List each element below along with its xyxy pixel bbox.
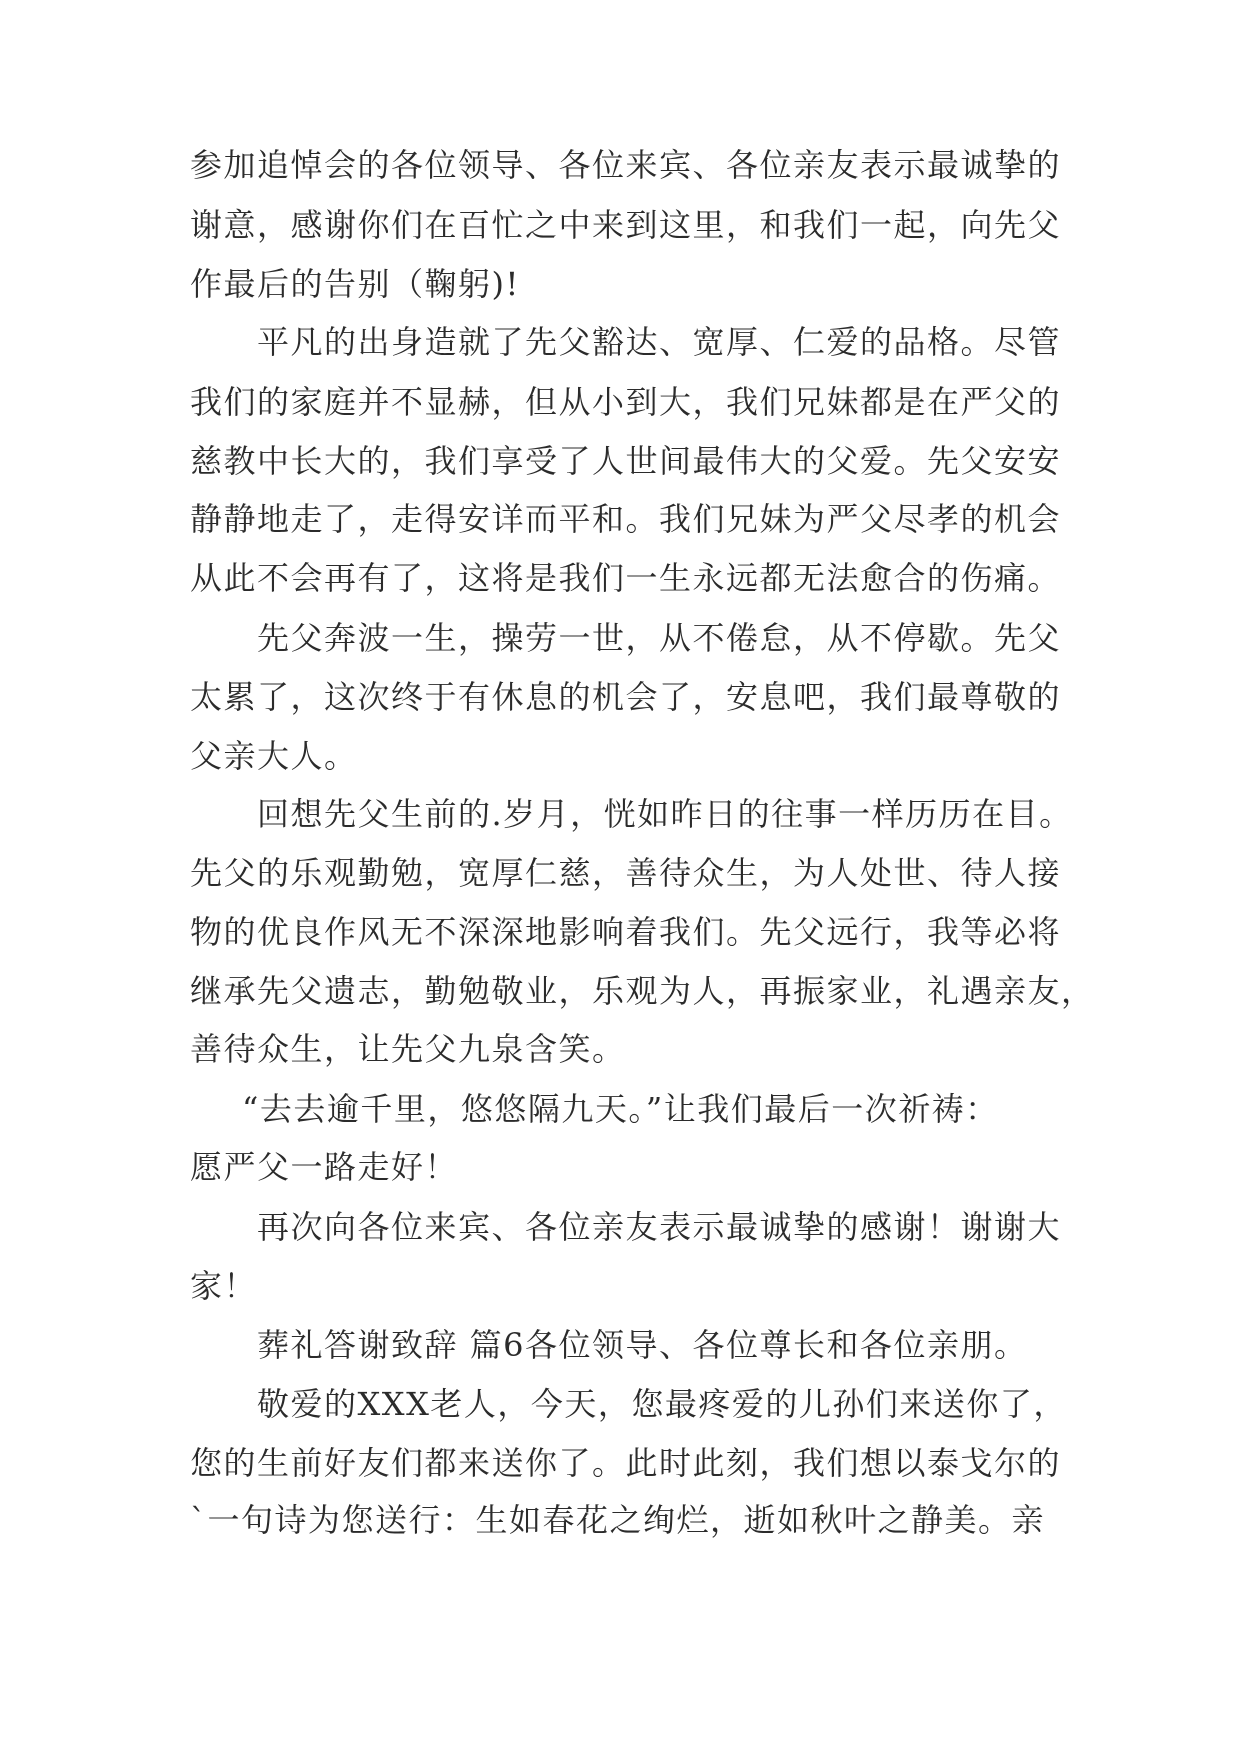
text-line: 愿严父一路走好！ [190,1148,459,1186]
text-line: 静静地走了，走得安详而平和。我们兄妹为严父尽孝的机会 [190,500,1062,538]
text-line: 慈教中长大的，我们享受了人世间最伟大的父爱。先父安安 [190,442,1062,480]
text-line: 从此不会再有了，这将是我们一生永远都无法愈合的伤痛。 [190,559,1062,597]
paragraph-start: 回想先父生前的.岁月，恍如昨日的往事一样历历在目。 [257,795,1073,833]
paragraph-start: 敬爱的XXX老人，今天，您最疼爱的儿孙们来送你了， [257,1385,1067,1423]
text-line: 物的优良作风无不深深地影响着我们。先父远行，我等必将 [190,913,1062,951]
paragraph-start: 先父奔波一生，操劳一世，从不倦怠，从不停歇。先父 [257,619,1062,657]
paragraph-start: 平凡的出身造就了先父豁达、宽厚、仁爱的品格。尽管 [257,323,1062,361]
paragraph-start: 再次向各位来宾、各位亲友表示最诚挚的感谢！谢谢大 [257,1208,1062,1246]
text-line: 家！ [190,1267,258,1305]
text-line: 继承先父遗志，勤勉敬业，乐观为人，再振家业，礼遇亲友， [190,972,1095,1010]
text-line: 父亲大人。 [190,737,358,775]
text-line: `一句诗为您送行：生如春花之绚烂，逝如秋叶之静美。亲 [190,1501,1046,1539]
text-line: 先父的乐观勤勉，宽厚仁慈，善待众生，为人处世、待人接 [190,854,1062,892]
text-line: 善待众生，让先父九泉含笑。 [190,1030,626,1068]
text-line: 我们的家庭并不显赫，但从小到大，我们兄妹都是在严父的 [190,383,1062,421]
text-line: 太累了，这次终于有休息的机会了，安息吧，我们最尊敬的 [190,678,1062,716]
text-line: 谢意，感谢你们在百忙之中来到这里，和我们一起，向先父 [190,206,1062,244]
quote-line: “去去逾千里，悠悠隔九天。”让我们最后一次祈祷： [242,1090,999,1128]
text-line: 作最后的告别（鞠躬)! [190,265,520,303]
text-line: 您的生前好友们都来送你了。此时此刻，我们想以泰戈尔的 [190,1444,1062,1482]
section-heading-line: 葬礼答谢致辞 篇6各位领导、各位尊长和各位亲朋。 [257,1326,1028,1364]
text-line: 参加追悼会的各位领导、各位来宾、各位亲友表示最诚挚的 [190,146,1062,184]
